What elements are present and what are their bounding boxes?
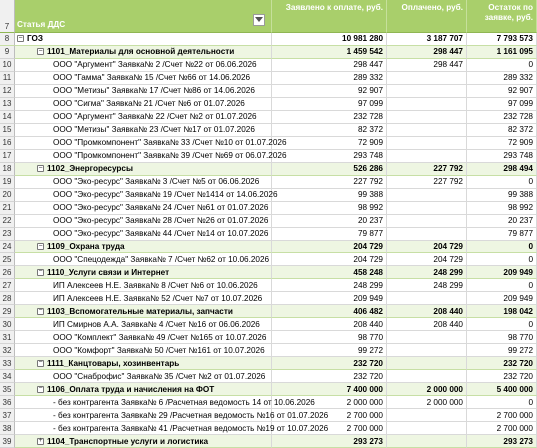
account-cell[interactable]: [15, 59, 272, 72]
row-number[interactable]: 36: [0, 396, 15, 409]
paid-cell[interactable]: [387, 189, 467, 202]
requested-cell[interactable]: 227 792: [272, 176, 387, 189]
collapse-icon[interactable]: −: [38, 307, 43, 315]
remaining-cell[interactable]: 293 748: [467, 150, 537, 163]
collapse-icon[interactable]: −: [38, 268, 43, 276]
paid-cell[interactable]: [387, 137, 467, 150]
requested-cell[interactable]: 298 447: [272, 59, 387, 72]
row-number[interactable]: 19: [0, 176, 15, 189]
table-row: [0, 215, 537, 228]
account-label: 1110_Услуги связи и Интернет: [47, 267, 170, 277]
requested-cell[interactable]: 293 748: [272, 150, 387, 163]
table-row: [0, 176, 537, 189]
account-label: ООО "Эко-ресурс" Заявка№ 19 /Счет №1414 от 14.06.2026: [53, 190, 278, 200]
account-cell[interactable]: [15, 46, 272, 59]
row-number[interactable]: 15: [0, 124, 15, 137]
paid-cell[interactable]: [387, 344, 467, 357]
group-row: [0, 266, 537, 279]
remaining-cell[interactable]: 0: [467, 396, 537, 409]
paid-cell[interactable]: 248 299: [387, 266, 467, 279]
remaining-cell[interactable]: 0: [467, 279, 537, 292]
remaining-cell[interactable]: 0: [467, 318, 537, 331]
account-cell[interactable]: [15, 124, 272, 137]
requested-cell[interactable]: 293 273: [272, 435, 387, 448]
paid-cell[interactable]: 298 447: [387, 59, 467, 72]
remaining-cell[interactable]: 2 700 000: [467, 409, 537, 422]
account-cell[interactable]: [15, 111, 272, 124]
requested-cell[interactable]: 7 400 000: [272, 383, 387, 396]
requested-cell[interactable]: 526 286: [272, 163, 387, 176]
account-label: 1102_Энергоресурсы: [47, 164, 133, 174]
account-label: 1111_Канцтовары, хозинвентарь: [47, 358, 180, 368]
table-row: [0, 59, 537, 72]
row-number[interactable]: 29: [0, 305, 15, 318]
table-row: [0, 137, 537, 150]
requested-cell[interactable]: 1 459 542: [272, 46, 387, 59]
paid-cell[interactable]: [387, 331, 467, 344]
account-label: ООО "Метизы" Заявка№ 23 /Счет №17 от 01.07.2026: [53, 125, 255, 135]
table-row: [0, 111, 537, 124]
table-row: [0, 124, 537, 137]
account-cell[interactable]: [15, 344, 272, 357]
account-label: 1104_Транспортные услуги и логистика: [47, 436, 209, 446]
account-label: 1103_Вспомогательные материалы, запчасти: [47, 306, 233, 316]
group-row: [0, 435, 537, 448]
account-label: ИП Алексеев Н.Е. Заявка№ 52 /Счет №7 от 10.07.2026: [53, 293, 263, 303]
requested-cell[interactable]: 2 000 000: [272, 396, 387, 409]
account-label: ООО "Снаброфис" Заявка№ 35 /Счет №2 от 01.07.2026: [53, 371, 266, 381]
paid-cell[interactable]: 208 440: [387, 318, 467, 331]
row-number[interactable]: 9: [0, 46, 15, 59]
collapse-icon[interactable]: −: [38, 385, 43, 393]
requested-cell[interactable]: 406 482: [272, 305, 387, 318]
table-row: [0, 370, 537, 383]
row-number[interactable]: 26: [0, 266, 15, 279]
remaining-cell[interactable]: 97 099: [467, 98, 537, 111]
chevron-down-icon: [255, 17, 263, 23]
paid-cell[interactable]: 2 000 000: [387, 396, 467, 409]
row-number[interactable]: 8: [0, 33, 15, 46]
row-number[interactable]: 33: [0, 357, 15, 370]
account-label: ООО "Эко-ресурс" Заявка№ 3 /Счет №5 от 06.06.2026: [53, 177, 260, 187]
remaining-cell[interactable]: 0: [467, 241, 537, 254]
account-cell[interactable]: [15, 253, 272, 266]
table-row: [0, 344, 537, 357]
requested-cell[interactable]: 98 770: [272, 331, 387, 344]
row-number[interactable]: 25: [0, 253, 15, 266]
header-remaining[interactable]: Остаток по заявке, руб.: [467, 0, 537, 33]
paid-cell[interactable]: [387, 422, 467, 435]
row-number[interactable]: 24: [0, 241, 15, 254]
paid-cell[interactable]: 248 299: [387, 279, 467, 292]
row-number[interactable]: 12: [0, 85, 15, 98]
account-label: ООО "Эко-ресурс" Заявка№ 44 /Счет №14 от 10.07.2026: [53, 229, 269, 239]
remaining-cell[interactable]: 82 372: [467, 124, 537, 137]
account-label: ООО "Комплект" Заявка№ 49 /Счет №165 от 10.07.2026: [53, 332, 267, 342]
collapse-icon[interactable]: −: [38, 164, 43, 172]
requested-cell[interactable]: 79 877: [272, 228, 387, 241]
header-row: [0, 0, 537, 33]
requested-cell[interactable]: 72 909: [272, 137, 387, 150]
remaining-cell[interactable]: 98 770: [467, 331, 537, 344]
account-label: 1101_Материалы для основной деятельности: [47, 47, 235, 57]
remaining-cell[interactable]: 79 877: [467, 228, 537, 241]
remaining-cell[interactable]: 72 909: [467, 137, 537, 150]
account-label: 1106_Оплата труда и начисления на ФОТ: [47, 384, 215, 394]
account-label: - без контрагента Заявка№ 6 /Расчетная ведомость 14 от 10.06.2026: [53, 397, 315, 407]
requested-cell[interactable]: 232 720: [272, 370, 387, 383]
remaining-cell[interactable]: 232 720: [467, 370, 537, 383]
collapse-icon[interactable]: −: [38, 47, 43, 55]
header-account[interactable]: Статья ДДС: [15, 0, 272, 33]
row-number[interactable]: 39: [0, 435, 15, 448]
account-label: ИП Алексеев Н.Е. Заявка№ 8 /Счет №6 от 10.06.2026: [53, 280, 258, 290]
remaining-cell[interactable]: 289 332: [467, 72, 537, 85]
table-row: [0, 331, 537, 344]
remaining-cell[interactable]: 0: [467, 59, 537, 72]
remaining-cell[interactable]: 232 720: [467, 357, 537, 370]
account-cell[interactable]: [15, 383, 272, 396]
group-row: [0, 46, 537, 59]
account-cell[interactable]: [15, 72, 272, 85]
row-number[interactable]: 31: [0, 331, 15, 344]
paid-cell[interactable]: [387, 111, 467, 124]
row-number[interactable]: 10: [0, 59, 15, 72]
table-row: [0, 279, 537, 292]
account-cell[interactable]: [15, 163, 272, 176]
group-row: [0, 357, 537, 370]
account-label: ООО "Эко-ресурс" Заявка№ 28 /Счет №26 от 01.07.2026: [53, 216, 269, 226]
paid-cell[interactable]: [387, 409, 467, 422]
table-row: [0, 318, 537, 331]
remaining-cell[interactable]: 298 494: [467, 163, 537, 176]
group-row: [0, 305, 537, 318]
table-row: [0, 98, 537, 111]
row-number[interactable]: 23: [0, 228, 15, 241]
account-cell[interactable]: [15, 331, 272, 344]
table-row: [0, 150, 537, 163]
account-cell[interactable]: [15, 292, 272, 305]
row-number[interactable]: 27: [0, 279, 15, 292]
filter-dropdown-button[interactable]: [253, 14, 265, 26]
remaining-cell[interactable]: 0: [467, 253, 537, 266]
remaining-cell[interactable]: 1 161 095: [467, 46, 537, 59]
paid-cell[interactable]: 204 729: [387, 253, 467, 266]
row-number[interactable]: 13: [0, 98, 15, 111]
row-number[interactable]: 16: [0, 137, 15, 150]
remaining-cell[interactable]: 99 272: [467, 344, 537, 357]
collapse-icon[interactable]: −: [38, 242, 43, 250]
paid-cell[interactable]: [387, 98, 467, 111]
table-row: [0, 72, 537, 85]
requested-cell[interactable]: 20 237: [272, 215, 387, 228]
remaining-cell[interactable]: 198 042: [467, 305, 537, 318]
remaining-cell[interactable]: 293 273: [467, 435, 537, 448]
paid-cell[interactable]: 227 792: [387, 163, 467, 176]
requested-cell[interactable]: 2 700 000: [272, 422, 387, 435]
paid-cell[interactable]: 227 792: [387, 176, 467, 189]
table-row: [0, 228, 537, 241]
requested-cell[interactable]: 99 388: [272, 189, 387, 202]
account-label: ООО "Промкомпонент" Заявка№ 33 /Счет №10 от 01.07.2026: [53, 138, 287, 148]
table-row: [0, 189, 537, 202]
row-number[interactable]: 18: [0, 163, 15, 176]
row-number[interactable]: 14: [0, 111, 15, 124]
account-label: ООО "Спецодежда" Заявка№ 7 /Счет №62 от 10.06.2026: [53, 254, 270, 264]
row-number[interactable]: 37: [0, 409, 15, 422]
requested-cell[interactable]: 98 992: [272, 202, 387, 215]
account-label: ООО "Аргумент" Заявка№ 22 /Счет №2 от 01.07.2026: [53, 112, 257, 122]
account-cell[interactable]: [15, 202, 272, 215]
remaining-cell[interactable]: 209 949: [467, 292, 537, 305]
total-row: [0, 33, 537, 46]
account-cell[interactable]: [15, 176, 272, 189]
requested-cell[interactable]: 209 949: [272, 292, 387, 305]
row-number[interactable]: 35: [0, 383, 15, 396]
account-label: - без контрагента Заявка№ 41 /Расчетная ведомость №19 от 10.07.2026: [53, 423, 329, 433]
paid-cell[interactable]: 208 440: [387, 305, 467, 318]
row-number[interactable]: 30: [0, 318, 15, 331]
header-requested[interactable]: Заявлено к оплате, руб.: [272, 0, 387, 33]
account-label: 1109_Охрана труда: [47, 242, 125, 251]
account-cell[interactable]: [15, 228, 272, 241]
account-label: - без контрагента Заявка№ 29 /Расчетная ведомость №16 от 01.07.2026: [53, 410, 329, 420]
requested-cell[interactable]: 92 907: [272, 85, 387, 98]
requested-cell[interactable]: 208 440: [272, 318, 387, 331]
table-row: [0, 253, 537, 266]
requested-cell[interactable]: 97 099: [272, 98, 387, 111]
remaining-cell[interactable]: 99 388: [467, 189, 537, 202]
requested-cell[interactable]: 248 299: [272, 279, 387, 292]
remaining-cell[interactable]: 232 728: [467, 111, 537, 124]
group-row: [0, 383, 537, 396]
row-number[interactable]: 11: [0, 72, 15, 85]
row-number[interactable]: 17: [0, 150, 15, 163]
group-row: [0, 163, 537, 176]
table-row: [0, 409, 537, 422]
account-label: ООО "Комфорт" Заявка№ 50 /Счет №161 от 10.07.2026: [53, 345, 265, 355]
paid-cell[interactable]: [387, 124, 467, 137]
paid-cell[interactable]: [387, 85, 467, 98]
header-paid[interactable]: Оплачено, руб.: [387, 0, 467, 33]
paid-cell[interactable]: 3 187 707: [387, 33, 467, 46]
account-label: ООО "Метизы" Заявка№ 17 /Счет №86 от 14.06.2026: [53, 86, 255, 96]
row-number[interactable]: 28: [0, 292, 15, 305]
remaining-cell[interactable]: 209 949: [467, 266, 537, 279]
row-number[interactable]: 38: [0, 422, 15, 435]
account-cell[interactable]: [15, 215, 272, 228]
requested-cell[interactable]: 232 728: [272, 111, 387, 124]
expand-icon[interactable]: +: [38, 437, 43, 445]
paid-cell[interactable]: [387, 292, 467, 305]
account-cell[interactable]: [15, 241, 272, 254]
requested-cell[interactable]: 2 700 000: [272, 409, 387, 422]
row-number[interactable]: 32: [0, 344, 15, 357]
requested-cell[interactable]: 289 332: [272, 72, 387, 85]
account-cell[interactable]: [15, 357, 272, 370]
account-cell[interactable]: [15, 85, 272, 98]
account-label: ООО "Промкомпонент" Заявка№ 39 /Счет №69 от 06.07.2026: [53, 151, 287, 161]
remaining-cell[interactable]: 92 907: [467, 85, 537, 98]
requested-cell[interactable]: 82 372: [272, 124, 387, 137]
account-cell[interactable]: [15, 266, 272, 279]
account-cell[interactable]: [15, 422, 329, 435]
account-cell[interactable]: [15, 98, 272, 111]
table-row: [0, 202, 537, 215]
collapse-icon[interactable]: −: [38, 359, 43, 367]
paid-cell[interactable]: [387, 202, 467, 215]
paid-cell[interactable]: [387, 435, 467, 448]
paid-cell[interactable]: [387, 72, 467, 85]
account-label: ООО "Аргумент" Заявка№ 2 /Счет №22 от 06.06.2026: [53, 60, 257, 70]
requested-cell[interactable]: 204 729: [272, 253, 387, 266]
paid-cell[interactable]: [387, 215, 467, 228]
row-number[interactable]: 22: [0, 215, 15, 228]
remaining-cell[interactable]: 98 992: [467, 202, 537, 215]
account-cell[interactable]: [15, 318, 272, 331]
requested-cell[interactable]: 458 248: [272, 266, 387, 279]
paid-cell[interactable]: [387, 370, 467, 383]
account-cell[interactable]: [15, 435, 272, 448]
remaining-cell[interactable]: 0: [467, 176, 537, 189]
group-row: [0, 241, 537, 254]
requested-cell[interactable]: 204 729: [272, 241, 387, 254]
table-row: [0, 85, 537, 98]
row-number[interactable]: 20: [0, 189, 15, 202]
account-label: ГОЗ: [27, 34, 44, 44]
table-row: [0, 396, 537, 409]
account-label: ИП Смирнов А.А. Заявка№ 4 /Счет №16 от 06.06.2026: [53, 319, 260, 329]
table-row: [0, 292, 537, 305]
account-label: ООО "Эко-ресурс" Заявка№ 24 /Счет №61 от 01.07.2026: [53, 203, 269, 213]
account-cell[interactable]: [15, 150, 287, 163]
collapse-icon[interactable]: −: [18, 34, 23, 42]
paid-cell[interactable]: [387, 357, 467, 370]
row-number[interactable]: 7: [0, 0, 15, 33]
remaining-cell[interactable]: 5 400 000: [467, 383, 537, 396]
account-cell[interactable]: [15, 370, 272, 383]
remaining-cell[interactable]: 7 793 573: [467, 33, 537, 46]
paid-cell[interactable]: 298 447: [387, 46, 467, 59]
account-label: ООО "Гамма" Заявка№ 15 /Счет №66 от 14.06.2026: [53, 73, 251, 83]
paid-cell[interactable]: [387, 228, 467, 241]
account-cell[interactable]: [15, 409, 329, 422]
row-number[interactable]: 34: [0, 370, 15, 383]
account-cell[interactable]: [15, 305, 272, 318]
paid-cell[interactable]: 204 729: [387, 241, 467, 254]
paid-cell[interactable]: 2 000 000: [387, 383, 467, 396]
account-cell[interactable]: [15, 396, 315, 409]
requested-cell[interactable]: 232 720: [272, 357, 387, 370]
remaining-cell[interactable]: 2 700 000: [467, 422, 537, 435]
requested-cell[interactable]: 10 981 280: [272, 33, 387, 46]
account-cell[interactable]: [15, 189, 278, 202]
account-cell[interactable]: [15, 137, 287, 150]
paid-cell[interactable]: [387, 150, 467, 163]
table-row: [0, 422, 537, 435]
account-cell[interactable]: [15, 279, 272, 292]
remaining-cell[interactable]: 20 237: [467, 215, 537, 228]
row-number[interactable]: 21: [0, 202, 15, 215]
account-cell[interactable]: [15, 33, 272, 46]
account-label: ООО "Сигма" Заявка№ 21 /Счет №6 от 01.07.2026: [53, 99, 245, 109]
requested-cell[interactable]: 99 272: [272, 344, 387, 357]
